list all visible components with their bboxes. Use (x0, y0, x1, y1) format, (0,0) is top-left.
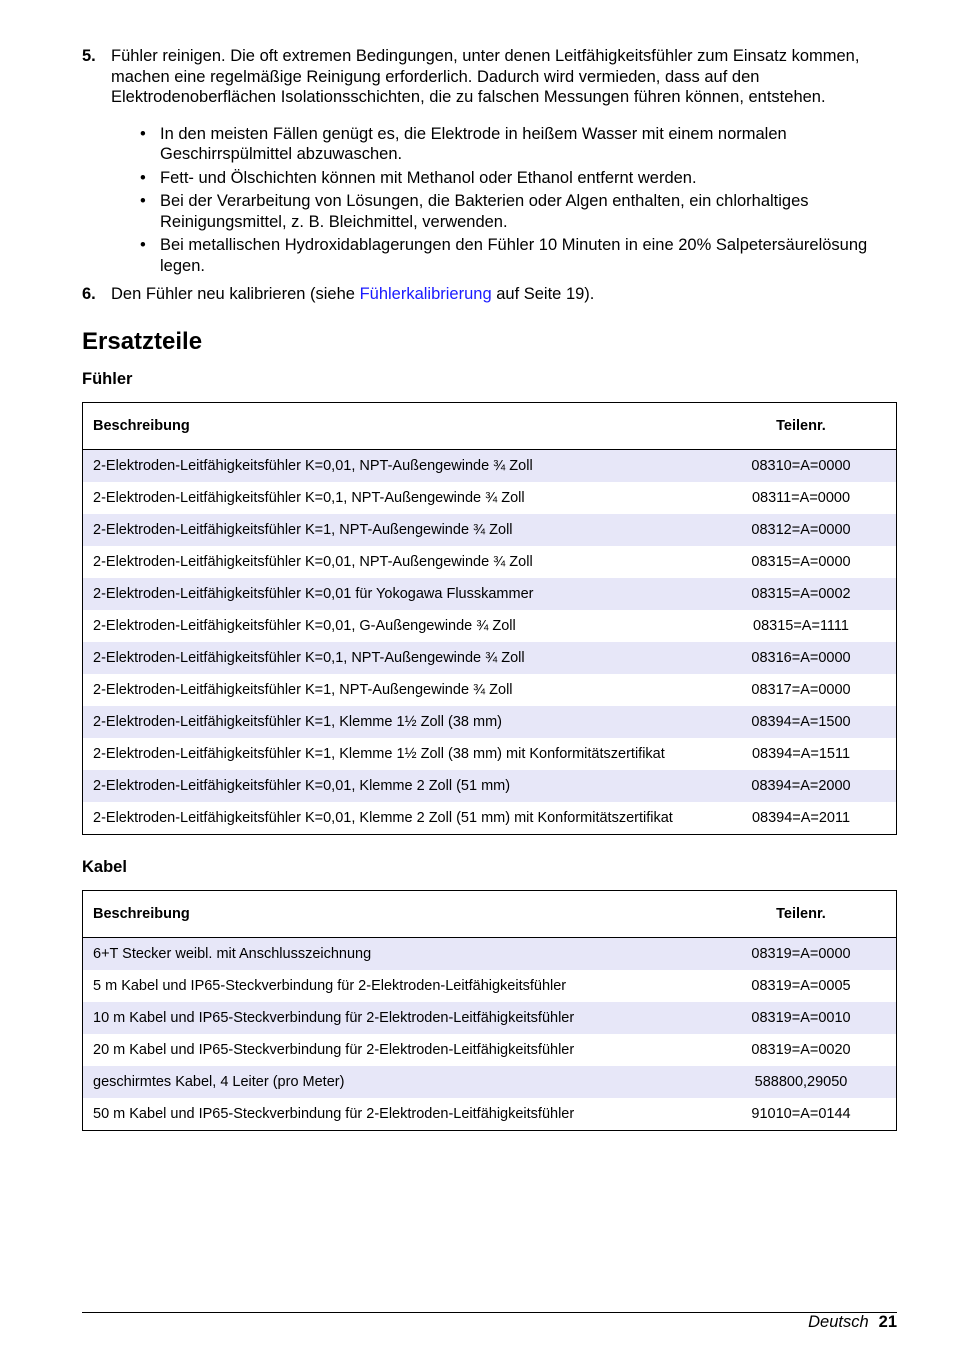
page-content (82, 46, 897, 1131)
column-header-part-number: Teilenr. (706, 890, 897, 937)
cell-part-number: 08315=A=1111 (753, 617, 849, 634)
table-header-row (83, 402, 897, 449)
table-row (83, 770, 897, 802)
cell-part-number: 08317=A=0000 (751, 681, 851, 698)
cell-part-number: 08310=A=0000 (706, 449, 897, 482)
table-row (83, 802, 897, 835)
cell-description: 10 m Kabel und IP65-Steckverbindung für 2-Elektroden-Leitfähigkeitsfühler (83, 1002, 707, 1034)
fuehler-heading: Fühler (82, 369, 133, 388)
cell-part-number: 08319=A=0010 (706, 1002, 897, 1034)
table-row (83, 1098, 897, 1131)
table-row (83, 1066, 897, 1098)
step-5 (82, 46, 897, 279)
footer-language: Deutsch (808, 1313, 869, 1331)
table-row (83, 706, 897, 738)
cell-part-number: 08311=A=0000 (751, 489, 851, 506)
table-row (83, 1034, 897, 1066)
step-text: Den Fühler neu kalibrieren (siehe Fühlerkalibrierung auf Seite 19). (111, 285, 595, 303)
cell-description: 2-Elektroden-Leitfähigkeitsfühler K=1, NPT-Außengewinde ¾ Zoll (83, 514, 707, 546)
table-header-row (83, 890, 897, 937)
table-row (83, 937, 897, 970)
cell-description: 6+T Stecker weibl. mit Anschlusszeichnung (83, 937, 707, 970)
kabel-heading: Kabel (82, 857, 127, 876)
cell-part-number: 588800,29050 (706, 1066, 897, 1098)
table-row (83, 449, 897, 482)
cell-part-number: 08316=A=0000 (706, 642, 897, 674)
cell-part-number: 08319=A=0005 (751, 977, 851, 994)
bullet-item: • Bei metallischen Hydroxidablagerungen den Fühler 10 Minuten in eine 20% Salpetersäurelösung legen. (140, 235, 897, 276)
step-6 (82, 284, 897, 305)
step-text: Fühler reinigen. Die oft extremen Bedingungen, unter denen Leitfähigkeitsfühler zum Einsatz kommen, machen eine regelmäßige Reinigung erforderlich. Dadurch wird vermieden, dass auf den Elektrodenoberflächen Isolationsschichten, die zu falschen Messungen führen können, entstehen. (111, 47, 860, 106)
cell-part-number: 08394=A=1500 (706, 706, 897, 738)
cell-part-number: 08315=A=0000 (751, 553, 851, 570)
cell-description: 2-Elektroden-Leitfähigkeitsfühler K=0,1, NPT-Außengewinde ¾ Zoll (83, 642, 707, 674)
column-header-description: Beschreibung (83, 890, 707, 937)
cell-part-number: 08394=A=1511 (751, 745, 851, 762)
cell-part-number: 08319=A=0000 (706, 937, 897, 970)
table-row (83, 642, 897, 674)
cell-description: 2-Elektroden-Leitfähigkeitsfühler K=1, Klemme 1½ Zoll (38 mm) (83, 706, 707, 738)
cell-part-number: 08394=A=2000 (706, 770, 897, 802)
cell-part-number: 91010=A=0144 (751, 1105, 851, 1122)
cleaning-bullet-list (140, 124, 897, 277)
bullet-item: • Fett- und Ölschichten können mit Methanol oder Ethanol entfernt werden. (140, 168, 897, 189)
table-row (83, 1002, 897, 1034)
section-title: Ersatzteile (82, 327, 203, 355)
fuehler-table (82, 402, 897, 835)
cell-part-number: 08312=A=0000 (706, 514, 897, 546)
table-row (83, 514, 897, 546)
page-number: 21 (878, 1313, 897, 1331)
cell-description: 2-Elektroden-Leitfähigkeitsfühler K=0,01, Klemme 2 Zoll (51 mm) mit Konformitätszertifikat (93, 809, 673, 826)
table-row (83, 546, 897, 578)
cell-part-number: 08319=A=0020 (751, 1041, 851, 1058)
cell-part-number: 08394=A=2011 (751, 809, 851, 826)
cell-description: 2-Elektroden-Leitfähigkeitsfühler K=0,01 für Yokogawa Flusskammer (83, 578, 707, 610)
cell-description: 2-Elektroden-Leitfähigkeitsfühler K=0,01, Klemme 2 Zoll (51 mm) (83, 770, 707, 802)
kabel-table (82, 890, 897, 1131)
column-header-description: Beschreibung (83, 402, 707, 449)
cell-description: 2-Elektroden-Leitfähigkeitsfühler K=0,01, NPT-Außengewinde ¾ Zoll (93, 553, 533, 570)
calibration-link[interactable]: Fühlerkalibrierung (359, 285, 492, 303)
cell-description: 2-Elektroden-Leitfähigkeitsfühler K=0,01, NPT-Außengewinde ¾ Zoll (83, 449, 707, 482)
cell-description: 2-Elektroden-Leitfähigkeitsfühler K=1, NPT-Außengewinde ¾ Zoll (93, 681, 513, 698)
page-footer (808, 1312, 897, 1332)
cell-description: 5 m Kabel und IP65-Steckverbindung für 2-Elektroden-Leitfähigkeitsfühler (93, 977, 567, 994)
step-number: 5. (82, 47, 96, 65)
bullet-item: • Bei der Verarbeitung von Lösungen, die Bakterien oder Algen enthalten, ein chlorhaltiges Reinigungsmittel, z. B. Bleichmittel, verwenden. (140, 191, 897, 232)
table-row (83, 482, 897, 514)
cell-description: 2-Elektroden-Leitfähigkeitsfühler K=0,01, G-Außengewinde ¾ Zoll (93, 617, 516, 634)
table-row (83, 610, 897, 642)
bullet-item: • In den meisten Fällen genügt es, die Elektrode in heißem Wasser mit einem normalen Geschirrspülmittel abzuwaschen. (140, 124, 897, 165)
table-row (83, 738, 897, 770)
table-row (83, 970, 897, 1002)
cell-description: 2-Elektroden-Leitfähigkeitsfühler K=0,1, NPT-Außengewinde ¾ Zoll (93, 489, 525, 506)
table-row (83, 674, 897, 706)
table-row (83, 578, 897, 610)
cell-description: 2-Elektroden-Leitfähigkeitsfühler K=1, Klemme 1½ Zoll (38 mm) mit Konformitätszertifikat (93, 745, 665, 762)
cell-description: 50 m Kabel und IP65-Steckverbindung für 2-Elektroden-Leitfähigkeitsfühler (93, 1105, 575, 1122)
footer-divider (82, 1312, 897, 1313)
cell-description: 20 m Kabel und IP65-Steckverbindung für 2-Elektroden-Leitfähigkeitsfühler (93, 1041, 575, 1058)
cell-part-number: 08315=A=0002 (706, 578, 897, 610)
step-number: 6. (82, 285, 96, 303)
column-header-part-number: Teilenr. (706, 402, 897, 449)
cell-description: geschirmtes Kabel, 4 Leiter (pro Meter) (83, 1066, 707, 1098)
